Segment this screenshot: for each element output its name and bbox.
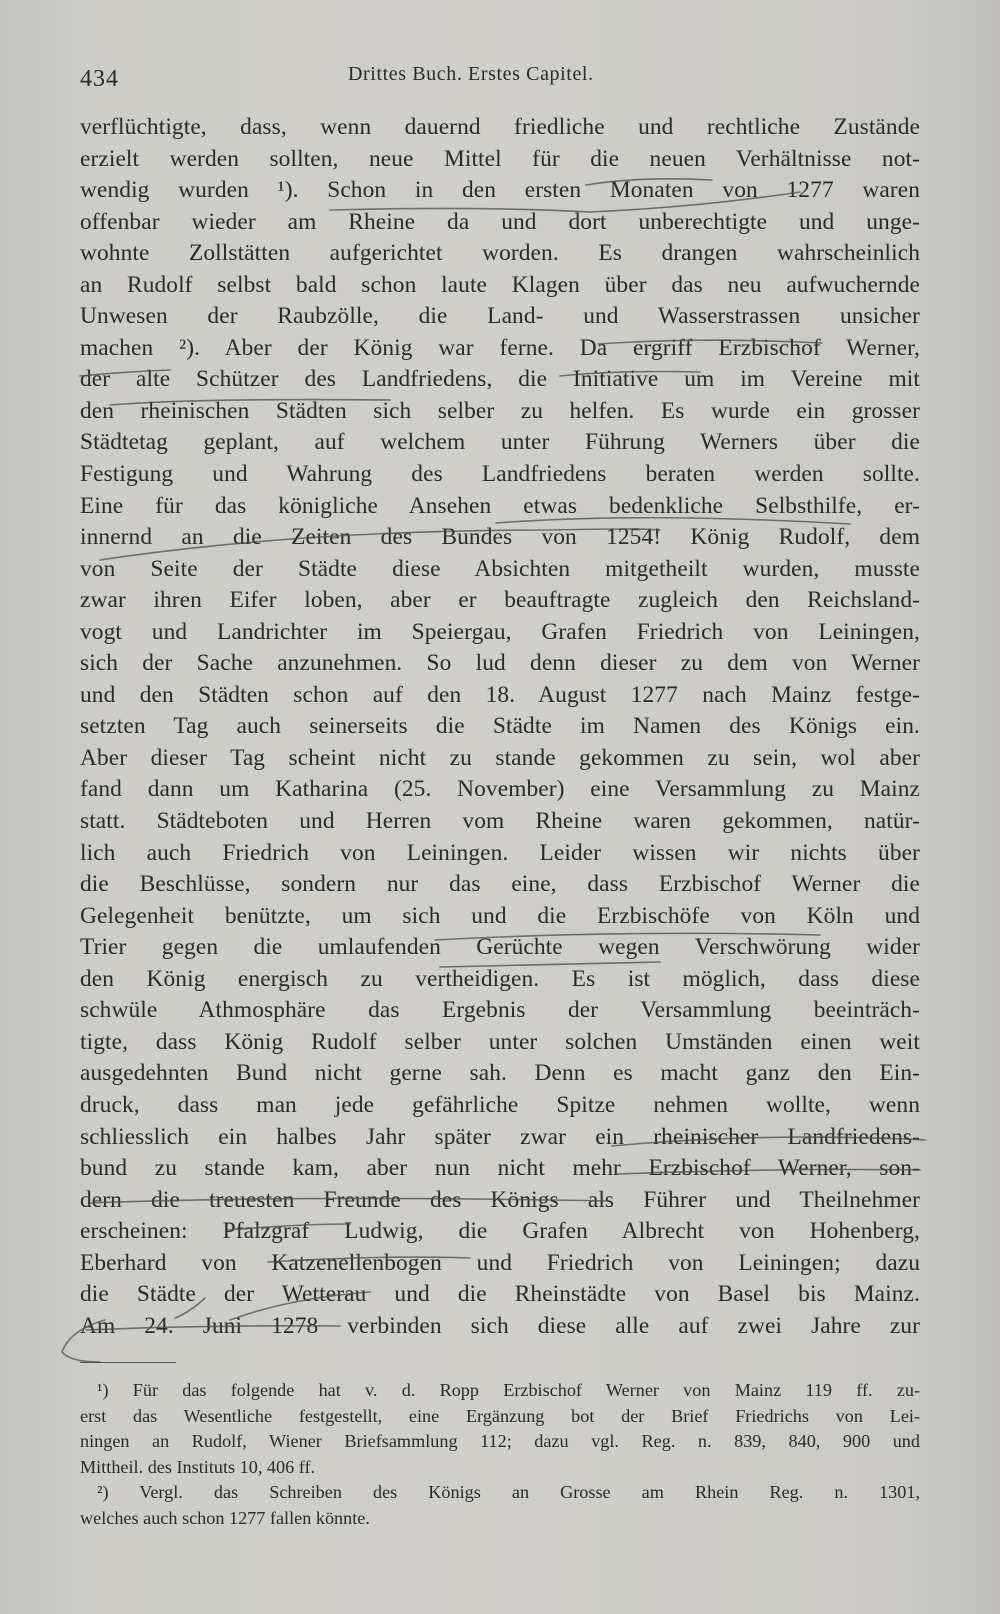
- footnote-divider: [80, 1362, 176, 1363]
- text-line: ausgedehnten Bund nicht gerne sah. Denn es macht ganz den Ein-: [80, 1060, 920, 1087]
- text-line: innernd an die Zeiten des Bundes von 1254! König Rudolf, dem: [80, 524, 920, 551]
- text-line: Festigung und Wahrung des Landfriedens beraten werden sollte.: [80, 461, 920, 488]
- text-line: Städtetag geplant, auf welchem unter Führung Werners über die: [80, 429, 920, 456]
- text-line: dern die treuesten Freunde des Königs als Führer und Theilnehmer: [80, 1186, 920, 1213]
- text-line: der alte Schützer des Landfriedens, die Initiative um im Vereine mit: [80, 366, 920, 393]
- page-header: [80, 60, 920, 100]
- text-line: Trier gegen die umlaufenden Gerüchte wegen Verschwörung wider: [80, 934, 920, 961]
- text-line: die Städte der Wetterau und die Rheinstädte von Basel bis Mainz.: [80, 1281, 920, 1308]
- text-line: Eberhard von Katzenellenbogen und Friedrich von Leiningen; dazu: [80, 1249, 920, 1276]
- text-line: verflüchtigte, dass, wenn dauernd friedliche und rechtliche Zustände: [80, 114, 920, 140]
- page-number: 434: [80, 66, 119, 92]
- text-line: Unwesen der Raubzölle, die Land- und Wasserstrassen unsicher: [80, 303, 920, 330]
- text-line: Am 24. Juni 1278 verbinden sich diese alle auf zwei Jahre zur: [80, 1312, 920, 1339]
- text-line: statt. Städteboten und Herren vom Rheine waren gekommen, natür-: [80, 808, 920, 835]
- text-line: schliesslich ein halbes Jahr später zwar ein rheinischer Landfriedens-: [80, 1123, 920, 1150]
- text-line: den König energisch zu vertheidigen. Es ist möglich, dass diese: [80, 965, 920, 992]
- text-line: Gelegenheit benützte, um sich und die Erzbischöfe von Köln und: [80, 902, 920, 929]
- text-line: druck, dass man jede gefährliche Spitze nehmen wollte, wenn: [80, 1091, 920, 1118]
- footnote-line: ²) Vergl. das Schreiben des Königs an Grosse am Rhein Reg. n. 1301,: [97, 1482, 920, 1502]
- text-line: Eine für das königliche Ansehen etwas bedenkliche Selbsthilfe, er-: [80, 492, 920, 519]
- body-text: [80, 112, 920, 1342]
- text-line: machen ²). Aber der König war ferne. Da ergriff Erzbischof Werner,: [80, 334, 920, 361]
- text-line: wendig wurden ¹). Schon in den ersten Monaten von 1277 waren: [80, 177, 920, 204]
- text-line: den rheinischen Städten sich selber zu helfen. Es wurde ein grosser: [80, 397, 920, 424]
- text-line: sich der Sache anzunehmen. So lud denn dieser zu dem von Werner: [80, 650, 920, 677]
- text-line: von Seite der Städte diese Absichten mitgetheilt wurden, musste: [80, 555, 920, 582]
- text-line: zwar ihren Eifer loben, aber er beauftragte zugleich den Reichsland-: [80, 587, 920, 614]
- text-line: Aber dieser Tag scheint nicht zu stande gekommen zu sein, wol aber: [80, 744, 920, 771]
- text-line: bund zu stande kam, aber nun nicht mehr Erzbischof Werner, son-: [80, 1155, 920, 1182]
- text-line: wohnte Zollstätten aufgerichtet worden. Es drangen wahrscheinlich: [80, 240, 920, 267]
- text-line: tigte, dass König Rudolf selber unter solchen Umständen einen weit: [80, 1028, 920, 1055]
- footnotes: [80, 1378, 920, 1531]
- text-line: vogt und Landrichter im Speiergau, Grafen Friedrich von Leiningen,: [80, 618, 920, 645]
- text-line: offenbar wieder am Rheine da und dort unberechtigte und unge-: [80, 208, 920, 235]
- footnote-line: Mittheil. des Instituts 10, 406 ff.: [80, 1456, 316, 1477]
- text-line: erscheinen: Pfalzgraf Ludwig, die Grafen Albrecht von Hohenberg,: [80, 1218, 920, 1245]
- footnote-line: erst das Wesentliche festgestellt, eine Ergänzung bot der Brief Friedrichs von Lei-: [80, 1405, 920, 1426]
- text-line: lich auch Friedrich von Leiningen. Leider wissen wir nichts über: [80, 839, 920, 866]
- footnote-line: welches auch schon 1277 fallen könnte.: [80, 1507, 370, 1528]
- text-line: erzielt werden sollten, neue Mittel für die neuen Verhältnisse not-: [80, 145, 920, 172]
- text-line: und den Städten schon auf den 18. August 1277 nach Mainz festge-: [80, 681, 920, 708]
- footnote-line: ningen an Rudolf, Wiener Briefsammlung 112; dazu vgl. Reg. n. 839, 840, 900 und: [80, 1431, 920, 1451]
- text-line: setzten Tag auch seinerseits die Städte im Namen des Königs ein.: [80, 713, 920, 740]
- text-line: die Beschlüsse, sondern nur das eine, dass Erzbischof Werner die: [80, 871, 920, 898]
- text-line: schwüle Athmosphäre das Ergebnis der Versammlung beeinträch-: [80, 997, 920, 1024]
- footnote-line: ¹) Für das folgende hat v. d. Ropp Erzbischof Werner von Mainz 119 ff. zu-: [97, 1380, 920, 1400]
- text-line: fand dann um Katharina (25. November) eine Versammlung zu Mainz: [80, 776, 920, 803]
- text-line: an Rudolf selbst bald schon laute Klagen über das neu aufwuchernde: [80, 271, 920, 298]
- running-head: Drittes Buch. Erstes Capitel.: [348, 63, 594, 85]
